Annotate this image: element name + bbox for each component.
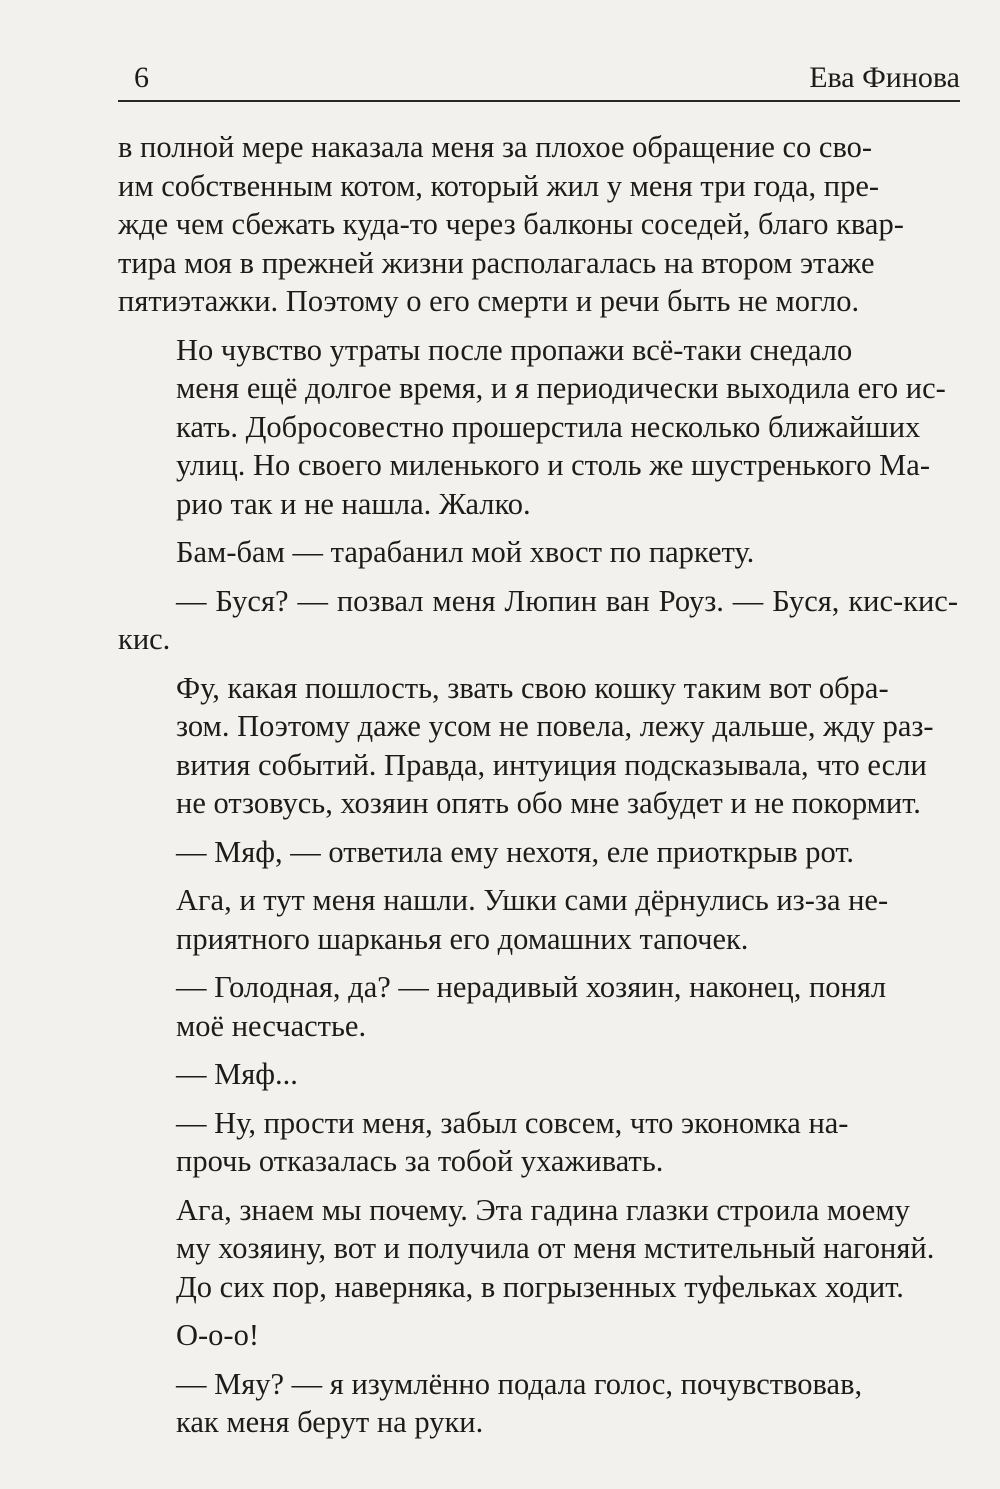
text-line: как меня берут на руки. — [176, 1405, 484, 1439]
header-rule — [118, 100, 960, 102]
paragraph — [118, 1191, 958, 1307]
text-line: вития событий. Правда, интуиция подсказывала, что если — [176, 747, 927, 782]
paragraph — [118, 331, 958, 524]
text-line: — Мяф, — ответила ему нехотя, еле приоткрыв рот. — [176, 834, 855, 869]
text-line: Ага, и тут меня нашли. Ушки сами дёрнулись из-за не- — [176, 883, 889, 917]
text-line: в полной мере наказала меня за плохое обращение со сво- — [118, 130, 873, 164]
page-number: 6 — [134, 61, 149, 94]
text-line: — Мяф... — [176, 1057, 298, 1091]
running-title: Ева Финова — [809, 61, 960, 94]
paragraph — [118, 1055, 958, 1094]
paragraph — [118, 968, 958, 1045]
text-line: им собственным котом, который жил у меня три года, пре- — [118, 168, 880, 203]
paragraph — [118, 1104, 958, 1181]
text-line: зом. Поэтому даже усом не повела, лежу дальше, жду раз- — [176, 709, 934, 743]
paragraph — [118, 128, 958, 321]
text-line: приятного шарканья его домашних тапочек. — [176, 921, 749, 956]
paragraph — [118, 833, 958, 872]
text-line: Но чувство утраты после пропажи всё-таки снедало — [176, 332, 853, 367]
text-line: Бам-бам — тарабанил мой хвост по паркету. — [176, 535, 755, 569]
paragraph — [118, 1316, 958, 1355]
text-line: прочь отказалась за тобой ухаживать. — [176, 1144, 664, 1178]
text-line: — Буся? — позвал меня Люпин ван Роуз. — Буся, кис-кис-кис. — [118, 583, 958, 656]
text-line: рио так и не нашла. Жалко. — [176, 486, 531, 521]
paragraph — [118, 533, 958, 572]
text-line: жде чем сбежать куда-то через балконы соседей, благо квар- — [118, 207, 904, 241]
text-line: — Мяу? — я изумлённо подала голос, почувствовав, — [176, 1366, 863, 1401]
paragraph — [118, 881, 958, 958]
text-line: не отзовусь, хозяин опять обо мне забудет и не покормит. — [176, 786, 921, 820]
text-line: О-о-о! — [176, 1318, 259, 1352]
text-line: моё несчастье. — [176, 1008, 367, 1043]
text-line: Ага, знаем мы почему. Эта гадина глазки строила моему — [176, 1192, 910, 1227]
page-header — [118, 58, 960, 102]
text-line: кать. Добросовестно прошерстила несколько ближайших — [176, 409, 921, 444]
text-line: меня ещё долгое время, и я периодически выходила его ис- — [176, 371, 946, 405]
text-line: пятиэтажки. Поэтому о его смерти и речи быть не могло. — [118, 284, 860, 318]
text-line: улиц. Но своего миленького и столь же шустренького Ма- — [176, 448, 930, 482]
body-text — [118, 128, 958, 1452]
text-line: — Ну, прости меня, забыл совсем, что экономка на- — [176, 1105, 849, 1140]
paragraph — [118, 669, 958, 823]
text-line: Фу, какая пошлость, звать свою кошку таким вот обра- — [176, 670, 889, 705]
text-line: — Голодная, да? — нерадивый хозяин, наконец, понял — [176, 970, 887, 1004]
paragraph — [118, 1365, 958, 1442]
text-line: До сих пор, наверняка, в погрызенных туфельках ходит. — [176, 1269, 904, 1304]
paragraph — [118, 582, 958, 659]
text-line: му хозяину, вот и получила от меня мстительный нагоняй. — [176, 1231, 935, 1265]
text-line: тира моя в прежней жизни располагалась на втором этаже — [118, 245, 875, 280]
